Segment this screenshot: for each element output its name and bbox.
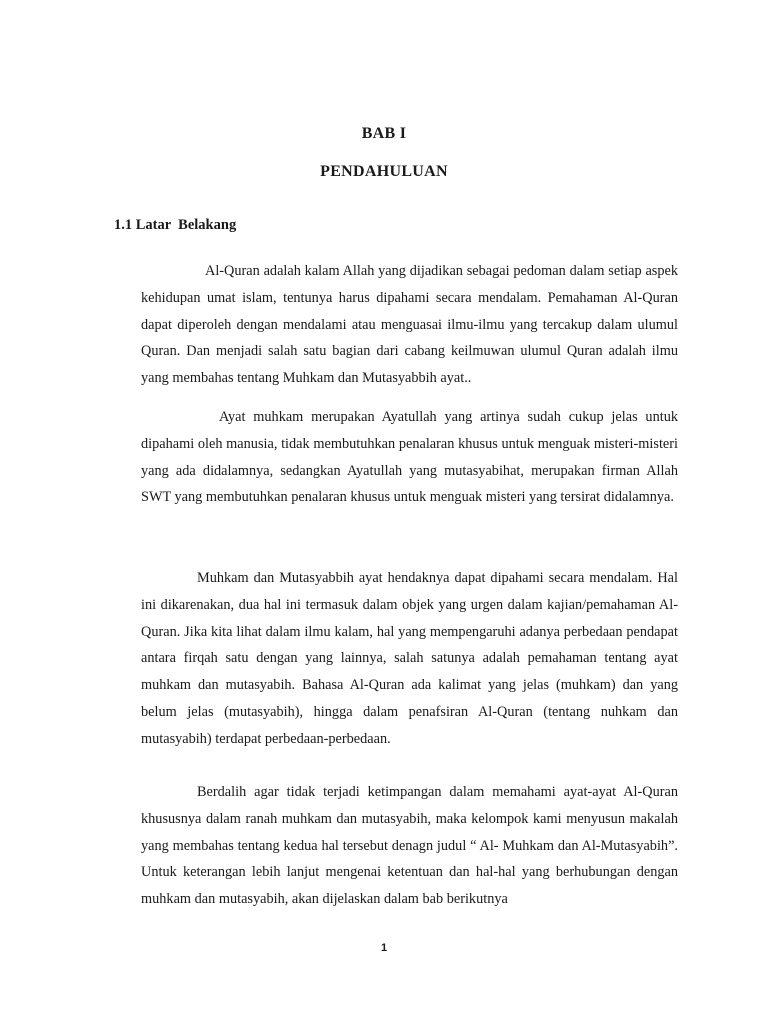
chapter-number: BAB I <box>361 125 407 142</box>
paragraph-1 <box>141 258 678 392</box>
paragraph-3 <box>141 565 678 753</box>
paragraph-text: Ayat muhkam merupakan Ayatullah yang artinya sudah cukup jelas untuk dipahami oleh manusia, tidak membutuhkan penalaran khusus untuk menguak misteri-misteri yang ada didalamnya, sedangkan Ayatullah yang mutasyabihat, merupakan firman Allah SWT yang membutuhkan penalaran khusus untuk menguak misteri yang tersirat didalamnya. <box>141 409 678 506</box>
section-heading: 1.1 Latar Belakang <box>114 217 237 233</box>
paragraph-text: Muhkam dan Mutasyabbih ayat hendaknya dapat dipahami secara mendalam. Hal ini dikarenakan, dua hal ini termasuk dalam objek yang urgen dalam kajian/pemahaman Al-Quran. Jika kita lihat dalam ilmu kalam, hal yang mempengaruhi adanya perbedaan pendapat antara firqah satu dengan yang lainnya, salah satunya adalah pemahaman tentang ayat muhkam dan mutasyabih. Bahasa Al-Quran ada kalimat yang jelas (muhkam) dan yang belum jelas (mutasyabih), hingga dalam penafsiran Al-Quran (tentang nuhkam dan mutasyabih) terdapat perbedaan-perbedaan. <box>141 570 678 747</box>
paragraph-text: Berdalih agar tidak terjadi ketimpangan dalam memahami ayat-ayat Al-Quran khususnya dalam ranah muhkam dan mutasyabih, maka kelompok kami menyusun makalah yang membahas tentang kedua hal tersebut denagn judul “ Al- Muhkam dan Al-Mutasyabih”. Untuk keterangan lebih lanjut mengenai ketentuan dan hal-hal yang berhubungan dengan muhkam dan mutasyabih, akan dijelaskan dalam bab berikutnya <box>141 784 678 908</box>
paragraph-4 <box>141 779 678 913</box>
paragraph-2 <box>141 404 678 511</box>
paragraph-text: Al-Quran adalah kalam Allah yang dijadikan sebagai pedoman dalam setiap aspek kehidupan umat islam, tentunya harus dipahami secara mendalam. Pemahaman Al-Quran dapat diperoleh dengan mendalami atau menguasai ilmu-ilmu yang tercakup dalam ulumul Quran. Dan menjadi salah satu bagian dari cabang keilmuwan ulumul Quran adalah ilmu yang membahas tentang Muhkam dan Mutasyabbih ayat.. <box>141 263 678 387</box>
chapter-title: PENDAHULUAN <box>320 163 448 180</box>
page-number: 1 <box>380 942 388 954</box>
